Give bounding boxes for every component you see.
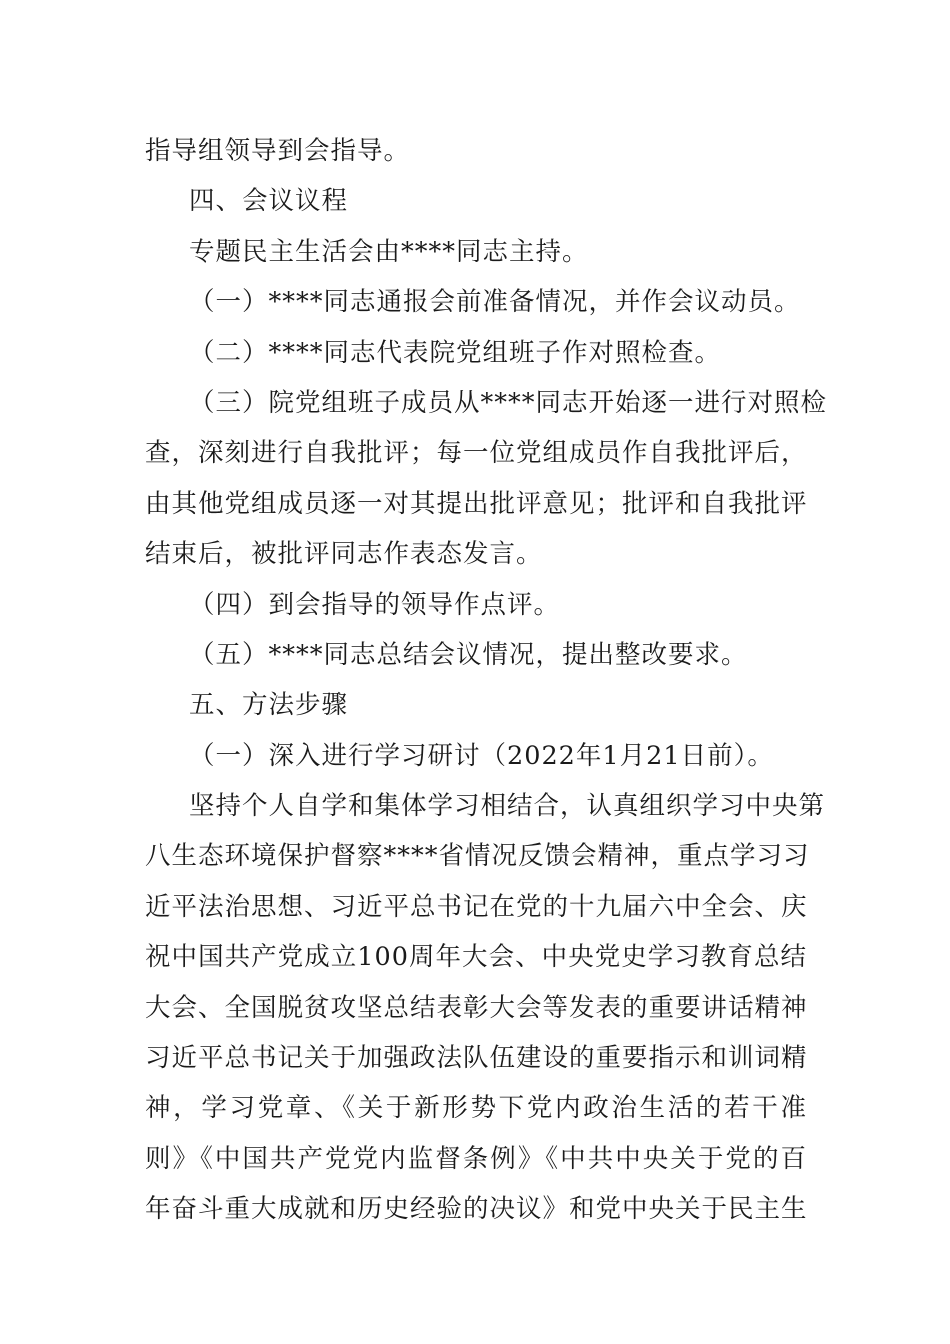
document-body bbox=[145, 126, 828, 1235]
text-line: 祝中国共产党成立100周年大会、中央党史学习教育总结 bbox=[145, 942, 807, 973]
text-line: 习近平总书记关于加强政法队伍建设的重要指示和训词精 bbox=[145, 1043, 808, 1074]
text-line: 由其他党组成员逐一对其提出批评意见；批评和自我批评 bbox=[145, 488, 808, 519]
text-line: 大会、全国脱贫攻坚总结表彰大会等发表的重要讲话精神 bbox=[145, 992, 808, 1023]
text-line: 则》《中国共产党党内监督条例》《中共中央关于党的百 bbox=[145, 1143, 807, 1174]
text-line: 查，深刻进行自我批评；每一位党组成员作自我批评后， bbox=[145, 438, 808, 469]
method-item: （一）深入进行学习研讨（2022年1月21日前）。 bbox=[189, 740, 774, 771]
text-line: 结束后，被批评同志作表态发言。 bbox=[145, 539, 543, 570]
agenda-item: （四）到会指导的领导作点评。 bbox=[189, 589, 561, 620]
agenda-item: （二）****同志代表院党组班子作对照检查。 bbox=[189, 337, 722, 368]
text-line: 指导组领导到会指导。 bbox=[145, 136, 411, 166]
text-line: 近平法治思想、习近平总书记在党的十九届六中全会、庆 bbox=[145, 891, 808, 922]
section-heading-methods: 五、方法步骤 bbox=[189, 690, 349, 721]
section-heading-agenda: 四、会议议程 bbox=[189, 186, 349, 217]
agenda-item: （一）****同志通报会前准备情况，并作会议动员。 bbox=[189, 287, 801, 318]
agenda-item: （五）****同志总结会议情况，提出整改要求。 bbox=[189, 639, 748, 670]
text-line: 专题民主生活会由****同志主持。 bbox=[189, 236, 589, 267]
text-line: 坚持个人自学和集体学习相结合，认真组织学习中央第 bbox=[189, 791, 826, 822]
text-line: 八生态环境保护督察****省情况反馈会精神，重点学习习 bbox=[145, 841, 810, 872]
text-line: 神，学习党章、《关于新形势下党内政治生活的若干准 bbox=[145, 1093, 807, 1124]
agenda-item: （三）院党组班子成员从****同志开始逐一进行对照检 bbox=[189, 387, 828, 418]
text-line: 年奋斗重大成就和历史经验的决议》和党中央关于民主生 bbox=[145, 1194, 808, 1225]
